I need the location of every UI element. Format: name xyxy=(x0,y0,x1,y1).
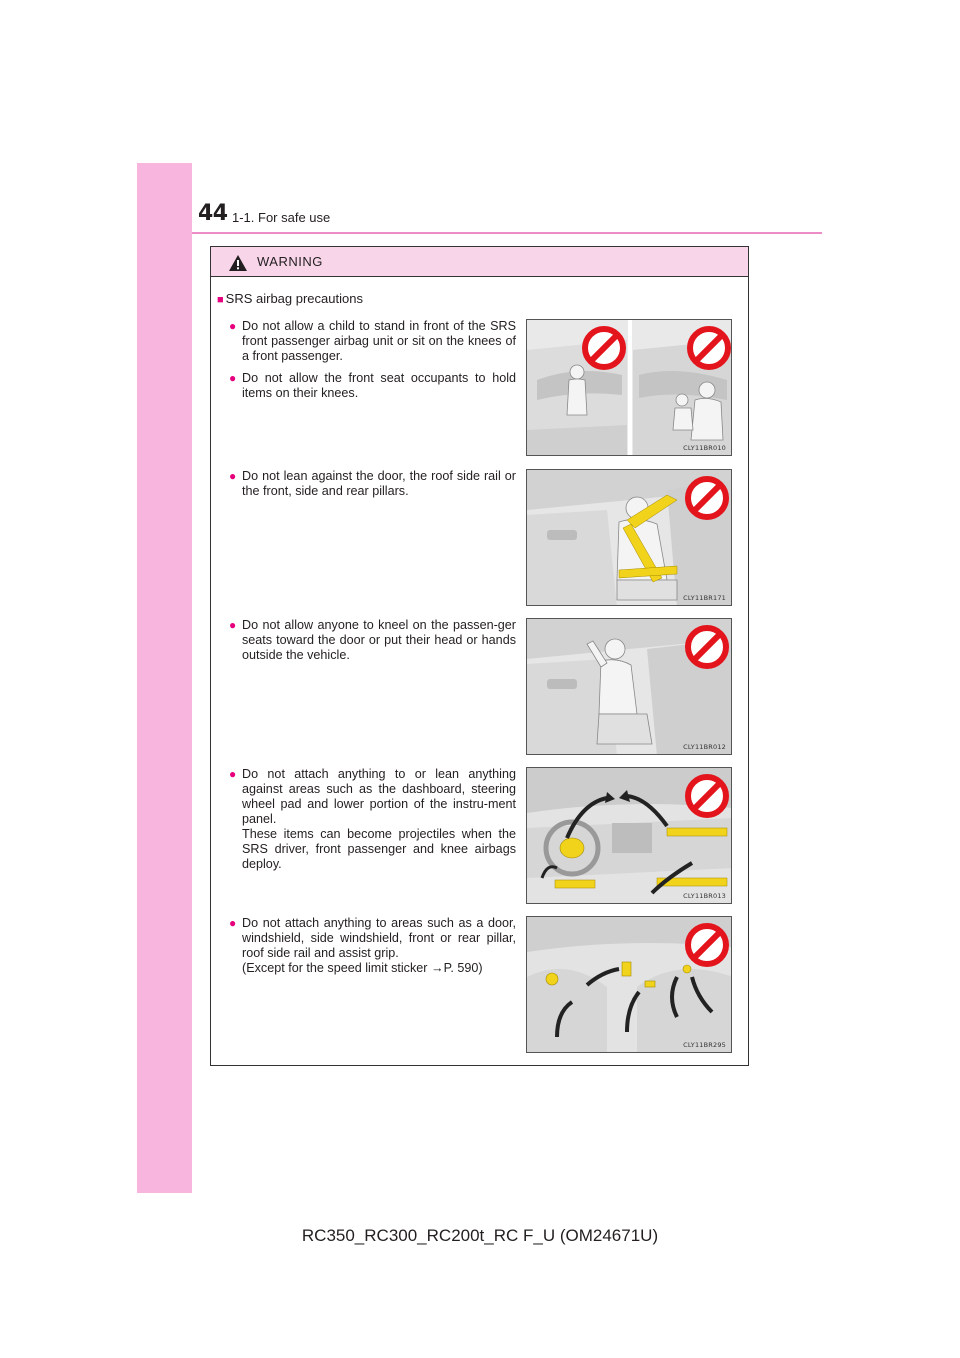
bullet-icon: ● xyxy=(229,371,237,385)
illustration-code: CLY11BR171 xyxy=(683,594,726,602)
prohibition-icon xyxy=(688,777,726,815)
kneeling-on-seat-prohibited-illustration xyxy=(526,618,732,755)
illustration-drawing xyxy=(527,320,732,456)
warning-item xyxy=(229,767,516,872)
warning-item-text: Do not allow a child to stand in front of the SRS front passenger airbag unit or sit on the knees of a front passenger. xyxy=(242,319,516,363)
bullet-icon: ● xyxy=(229,319,237,333)
illustration-code: CLY11BR295 xyxy=(683,1041,726,1049)
illustration-code: CLY11BR010 xyxy=(683,444,726,452)
illustration-code: CLY11BR012 xyxy=(683,743,726,751)
illustration-drawing xyxy=(527,768,732,904)
header-rule xyxy=(192,232,822,234)
side-tab-band xyxy=(137,163,192,1193)
illustration-code: CLY11BR013 xyxy=(683,892,726,900)
subhead-text: SRS airbag precautions xyxy=(225,291,363,306)
warning-item xyxy=(229,618,516,663)
warning-item xyxy=(229,916,516,976)
prohibition-icon xyxy=(690,329,728,367)
warning-header xyxy=(211,247,748,277)
warning-item-text: Do not lean against the door, the roof side rail or the front, side and rear pillars. xyxy=(242,469,516,498)
page-number: 44 xyxy=(198,201,228,226)
bullet-icon: ● xyxy=(229,767,237,781)
prohibition-icon xyxy=(585,329,623,367)
bullet-icon: ● xyxy=(229,916,237,930)
child-and-passenger-prohibited-illustration xyxy=(526,319,732,456)
prohibition-icon xyxy=(688,479,726,517)
warning-item-text: Do not allow anyone to kneel on the passen-ger seats toward the door or put their head or hands outside the vehicle. xyxy=(242,618,516,662)
subhead xyxy=(217,291,363,306)
dashboard-objects-prohibited-illustration xyxy=(526,767,732,904)
interior-objects-prohibited-illustration xyxy=(526,916,732,1053)
warning-title: WARNING xyxy=(257,254,323,269)
section-title: 1-1. For safe use xyxy=(232,210,331,225)
warning-box xyxy=(210,246,749,1066)
bullet-icon: ● xyxy=(229,618,237,632)
leaning-on-door-prohibited-illustration xyxy=(526,469,732,606)
warning-item-text: Do not allow the front seat occupants to hold items on their knees. xyxy=(242,371,516,400)
prohibition-icon xyxy=(688,628,726,666)
illustration-drawing xyxy=(527,917,732,1053)
warning-item-text: Do not attach anything to areas such as a door, windshield, side windshield, front or rear pillar, roof side rail and assist grip. (Except for the speed limit sticker →P. 590) xyxy=(242,916,516,975)
warning-item xyxy=(229,371,516,401)
warning-item xyxy=(229,469,516,499)
warning-item xyxy=(229,319,516,364)
prohibition-icon xyxy=(688,926,726,964)
footer-model-code: RC350_RC300_RC200t_RC F_U (OM24671U) xyxy=(301,1226,659,1245)
square-bullet-icon: ■ xyxy=(217,294,224,306)
warning-item-text: Do not attach anything to or lean anything against areas such as the dashboard, steering wheel pad and lower portion of the instru-ment panel. These items can become projectiles when the SRS driver, front passenger and knee airbags deploy. xyxy=(242,767,516,871)
illustration-drawing xyxy=(527,619,732,755)
warning-triangle-icon xyxy=(229,255,247,271)
bullet-icon: ● xyxy=(229,469,237,483)
illustration-drawing xyxy=(527,470,732,606)
